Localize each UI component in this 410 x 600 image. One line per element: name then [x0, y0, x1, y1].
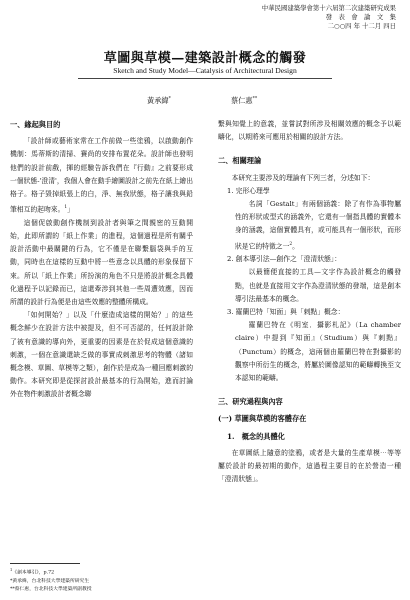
running-head-line-2: 發 表 會 論 文 集 — [325, 13, 396, 22]
subsection-1-heading: (一) 草圖與草模的客體存在 — [218, 414, 307, 424]
theory-item-2-title: 2. 創本導引法—創作之「澄清狀態」： — [227, 255, 341, 264]
theory-item-1-title: 1. 完形心理學 — [227, 186, 270, 195]
subsection-1-1-body: 在草圖紙上隨意的塗鴉，或者是大量的生產草模⋯等等屬於設計的最初期的動作，這過程主要目的在於營造一種「澄清狀態」。 — [218, 448, 401, 484]
paragraph-1 — [10, 135, 193, 216]
footnote-1-mark: 1 — [10, 568, 13, 572]
theory-item-1-end: 。 — [292, 241, 299, 250]
footnote-ref-2: 2 — [289, 241, 293, 247]
author-2-name: 蔡仁惠 — [231, 96, 253, 105]
theory-item-3-title: 3. 羅蘭巴特「知面」與「刺點」概念： — [227, 307, 345, 316]
paragraph-1-end: 」 — [67, 205, 74, 214]
theory-item-1-text: 名詞「Gestalt」有兩個涵義：除了有作為事物屬性的形狀或型式的涵義外，它還有一個指具體的實體本身的涵義，這個實體具有，或可能具有一個形狀，而形狀是它的特徵之一 — [235, 200, 401, 250]
footnotes — [10, 566, 210, 594]
subsection-1-1-heading: 1. 概念的具體化 — [227, 431, 285, 441]
paper-subtitle: Sketch and Study Model—Catalysis of Architectural Design — [113, 66, 297, 75]
theory-item-1-body — [218, 198, 401, 253]
footnote-rule — [10, 563, 80, 564]
author-1-mark: * — [168, 96, 171, 102]
right-column — [218, 118, 401, 486]
author-1 — [147, 96, 171, 106]
section-2-heading: 二、相關理論 — [218, 156, 262, 166]
footnote-1 — [10, 566, 210, 578]
section-1-heading: 一、緣起與目的 — [10, 120, 61, 129]
left-column — [10, 118, 193, 402]
footnote-1-text: 《創本導引》，p.72 — [12, 570, 55, 576]
author-1-name: 黃承緯 — [147, 96, 169, 105]
author-2 — [231, 96, 257, 106]
theory-item-2-body: 以最簡便直接的工具—文字作為設計概念的觸發點，也就是直接用文字作為澄清狀態的發端，這是創本導引法最基本的概念。 — [235, 268, 401, 303]
paper-title: 草圖與草模—建築設計概念的觸發 — [103, 51, 307, 66]
paragraph-3: 「如何開始？」以及「什麼造成這樣的開始？」的這些概念鮮少在設計方法中被提及，但不可否認的，任何設計除了被有意識的導向外，更重要的因素是在於促成這個意識的刺激，一個在意識還缺乏做的事實成刺激思考的物體（諸如概念模、草圖、草模等之類），創作於是成為一種回應刺激的動作。本研究即是從探討設計最基本的行為開始，進而討論外在物件刺激設計者概念聯 — [10, 311, 193, 399]
footnote-ref-1: 1 — [64, 205, 68, 211]
running-head-line-3: 二○○四 年 十二月 四日 — [327, 22, 396, 31]
title-rule — [78, 78, 332, 79]
paragraph-1-text: 「設計師或藝術家常在工作前做一些塗鴉，以啟動創作機制：馬蒂斯的清掃、賽尚的安排布置花朵。設計師也發明他們的設計前戲，揮的經驗告訴我們在『行動』之前要形成一個狀態-'澄清'，我個人會在動手繪圖設計之前先在紙上繪出格子。格子毀掉紙張上的白，淨、無我狀態，格子讓我與鉛筆相互的起吻來。 — [10, 137, 193, 214]
running-head-line-1: 中華民國建築學會第十六屆第二次建築研究成果 — [261, 4, 396, 12]
section-2-intro: 本研究主要涉及的理論有下列三者，分述如下： — [231, 173, 375, 182]
running-head — [186, 4, 396, 32]
footnote-author-2: **蔡仁惠，台北科技大學建築所副教授 — [10, 587, 92, 592]
section-3-heading: 三、研究過程與內容 — [218, 397, 283, 407]
paragraph-continued: 繫與知覺上的意義，並嘗試對所涉及相關效應的概念予以範疇化，以期將來可應用於相關的設計方法。 — [218, 120, 401, 142]
paragraph-2: 這個促啟動創作機制到設計者與筆之間親密的互動開始，此即所謂的「紙上作業」的進程，這個過程是所有關乎設計活動中最關鍵的行為，它不僅是在聯繫腦袋與手的互動，同時也在這樣的互動中將一些意念以具體的形象保留下來。所以「紙上作業」所扮演的角色不只是將設計概念具體化過程予以記錄而已，這還牽涉到其他一些周遭效應，因而所謂的設計行為便是由這些效應的整體所構成。 — [10, 218, 193, 306]
footnote-author-1: *黃承緯，台北科技大學建築所研究生 — [10, 578, 90, 584]
author-2-mark: ** — [252, 96, 258, 102]
theory-item-3-body: 羅蘭巴特在《明室．攝影札記》（La chamber claire）中提到『知面』（Studium）與『刺點』（Punctum）的概念，這兩個由羅蘭巴特在對攝影的觀察中所衍生的概念，將屬於圖像認知的範疇轉換至文本認知的範疇。 — [235, 321, 401, 382]
